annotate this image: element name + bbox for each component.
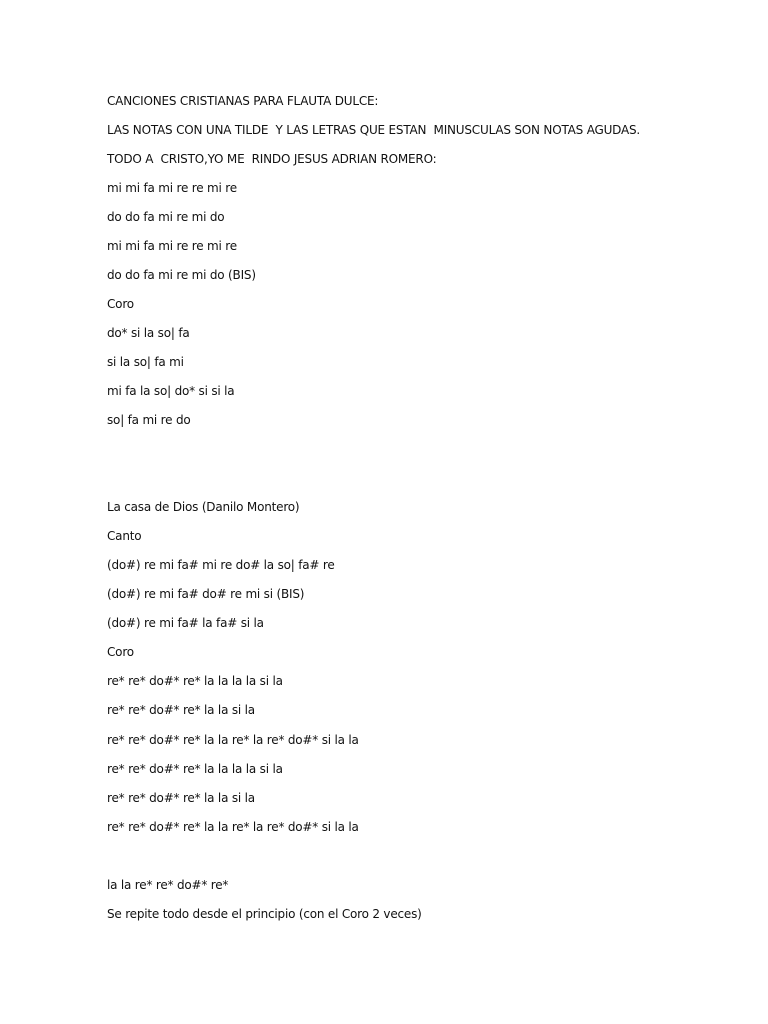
- song-1-title: TODO A CRISTO,YO ME RINDO JESUS ADRIAN ROMERO:: [107, 152, 437, 166]
- song-1-line: do do fa mi re mi do (BIS): [107, 268, 256, 282]
- repeat-instruction: Se repite todo desde el principio (con el Coro 2 veces): [107, 907, 422, 921]
- song-2-verse-label: Canto: [107, 529, 142, 543]
- song-1-chorus-line: si la so| fa mi: [107, 355, 184, 369]
- song-1-chorus-line: so| fa mi re do: [107, 413, 191, 427]
- song-2-title: La casa de Dios (Danilo Montero): [107, 500, 300, 514]
- song-2-verse-line: (do#) re mi fa# mi re do# la so| fa# re: [107, 558, 335, 572]
- song-1-chorus-line: mi fa la so| do* si si la: [107, 384, 235, 398]
- song-1-chorus-label: Coro: [107, 297, 134, 311]
- song-1-chorus-line: do* si la so| fa: [107, 326, 190, 340]
- song-2-chorus-line: re* re* do#* re* la la re* la re* do#* si la la: [107, 733, 359, 747]
- document-title: CANCIONES CRISTIANAS PARA FLAUTA DULCE:: [107, 94, 379, 108]
- song-2-chorus-label: Coro: [107, 645, 134, 659]
- song-1-line: mi mi fa mi re re mi re: [107, 239, 237, 253]
- song-2-chorus-line: re* re* do#* re* la la re* la re* do#* si la la: [107, 820, 359, 834]
- song-2-verse-line: (do#) re mi fa# la fa# si la: [107, 616, 264, 630]
- song-2-verse-line: (do#) re mi fa# do# re mi si (BIS): [107, 587, 305, 601]
- notes-instruction: LAS NOTAS CON UNA TILDE Y LAS LETRAS QUE ESTAN MINUSCULAS SON NOTAS AGUDAS.: [107, 123, 641, 137]
- song-1-line: do do fa mi re mi do: [107, 210, 225, 224]
- song-2-chorus-line: re* re* do#* re* la la la la si la: [107, 674, 283, 688]
- song-2-ending-line: la la re* re* do#* re*: [107, 878, 229, 892]
- song-2-chorus-line: re* re* do#* re* la la la la si la: [107, 762, 283, 776]
- song-1-line: mi mi fa mi re re mi re: [107, 181, 237, 195]
- song-2-chorus-line: re* re* do#* re* la la si la: [107, 791, 255, 805]
- song-2-chorus-line: re* re* do#* re* la la si la: [107, 703, 255, 717]
